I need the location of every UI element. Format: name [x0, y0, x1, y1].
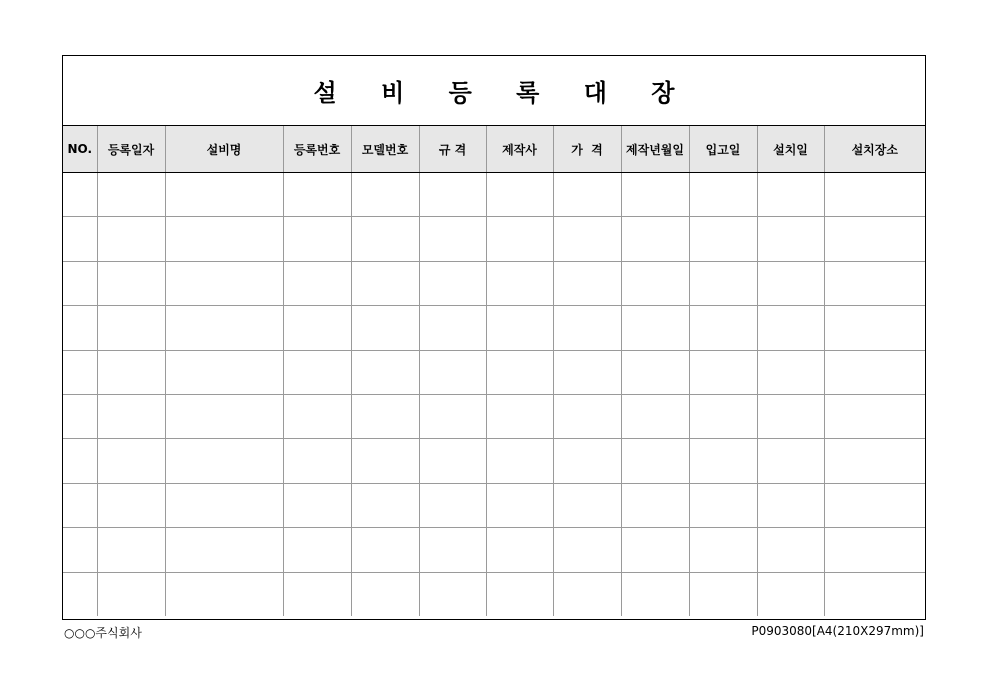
- table-cell: [553, 394, 621, 438]
- table-cell: [824, 483, 925, 527]
- table-cell: [486, 173, 553, 217]
- table-cell: [283, 528, 351, 572]
- table-cell: [689, 394, 757, 438]
- table-cell: [351, 217, 419, 261]
- table-cell: [63, 261, 97, 305]
- table-cell: [97, 483, 165, 527]
- table-cell: [486, 261, 553, 305]
- table-cell: [351, 528, 419, 572]
- table-cell: [283, 483, 351, 527]
- table-row: [63, 350, 925, 394]
- table-cell: [757, 217, 824, 261]
- table-cell: [486, 350, 553, 394]
- equipment-register-table: [63, 126, 925, 616]
- table-cell: [824, 439, 925, 483]
- table-cell: [486, 483, 553, 527]
- table-row: [63, 173, 925, 217]
- table-cell: [689, 439, 757, 483]
- table-cell: [419, 439, 486, 483]
- table-cell: [63, 394, 97, 438]
- table-cell: [63, 439, 97, 483]
- table-cell: [824, 217, 925, 261]
- table-cell: [97, 394, 165, 438]
- table-cell: [165, 350, 283, 394]
- table-cell: [689, 217, 757, 261]
- table-row: [63, 439, 925, 483]
- table-cell: [689, 483, 757, 527]
- table-cell: [553, 306, 621, 350]
- table-cell: [283, 572, 351, 616]
- table-row: [63, 394, 925, 438]
- table-cell: [97, 306, 165, 350]
- table-cell: [63, 217, 97, 261]
- table-cell: [63, 528, 97, 572]
- table-cell: [351, 306, 419, 350]
- table-cell: [351, 439, 419, 483]
- column-header-manufacture-date: 제작년월일: [621, 126, 689, 173]
- table-cell: [757, 483, 824, 527]
- table-cell: [553, 528, 621, 572]
- column-header-installation-date: 설치일: [757, 126, 824, 173]
- column-header-manufacturer: 제작사: [486, 126, 553, 173]
- column-header-equipment-name: 설비명: [165, 126, 283, 173]
- table-cell: [486, 439, 553, 483]
- table-cell: [283, 350, 351, 394]
- table-cell: [165, 394, 283, 438]
- table-cell: [165, 217, 283, 261]
- table-cell: [757, 572, 824, 616]
- table-cell: [351, 572, 419, 616]
- title-bar: [63, 56, 925, 126]
- table-cell: [689, 350, 757, 394]
- table-cell: [63, 572, 97, 616]
- table-row: [63, 306, 925, 350]
- table-cell: [757, 439, 824, 483]
- table-cell: [757, 350, 824, 394]
- table-cell: [824, 306, 925, 350]
- table-cell: [553, 261, 621, 305]
- table-row: [63, 572, 925, 616]
- table-cell: [419, 483, 486, 527]
- table-cell: [486, 217, 553, 261]
- table-cell: [283, 173, 351, 217]
- table-cell: [689, 572, 757, 616]
- table-cell: [621, 217, 689, 261]
- table-cell: [757, 261, 824, 305]
- table-cell: [97, 261, 165, 305]
- table-cell: [621, 439, 689, 483]
- table-cell: [283, 217, 351, 261]
- document-title: 설 비 등 록 대 장: [313, 79, 693, 107]
- table-cell: [97, 572, 165, 616]
- table-cell: [283, 439, 351, 483]
- table-cell: [621, 261, 689, 305]
- table-cell: [621, 483, 689, 527]
- column-header-no: NO.: [63, 126, 97, 173]
- table-cell: [419, 217, 486, 261]
- table-cell: [63, 306, 97, 350]
- form-code: P0903080[A4(210X297mm)]: [751, 624, 924, 638]
- table-cell: [824, 394, 925, 438]
- column-header-price: 가 격: [553, 126, 621, 173]
- table-cell: [165, 483, 283, 527]
- table-cell: [689, 306, 757, 350]
- table-cell: [553, 217, 621, 261]
- table-cell: [689, 173, 757, 217]
- column-header-model-number: 모델번호: [351, 126, 419, 173]
- table-cell: [351, 394, 419, 438]
- column-header-registration-date: 등록일자: [97, 126, 165, 173]
- table-cell: [486, 394, 553, 438]
- table-cell: [351, 350, 419, 394]
- table-cell: [553, 572, 621, 616]
- header-row: [63, 126, 925, 173]
- table-cell: [757, 528, 824, 572]
- table-cell: [757, 306, 824, 350]
- table-cell: [97, 528, 165, 572]
- table-cell: [419, 173, 486, 217]
- table-cell: [165, 439, 283, 483]
- table-row: [63, 528, 925, 572]
- table-cell: [621, 528, 689, 572]
- table-cell: [97, 173, 165, 217]
- table-cell: [553, 173, 621, 217]
- table-cell: [63, 173, 97, 217]
- table-cell: [621, 306, 689, 350]
- table-row: [63, 261, 925, 305]
- table-cell: [419, 394, 486, 438]
- column-header-installation-location: 설치장소: [824, 126, 925, 173]
- equipment-register-sheet: [62, 55, 926, 620]
- column-header-receipt-date: 입고일: [689, 126, 757, 173]
- table-cell: [165, 528, 283, 572]
- table-cell: [283, 306, 351, 350]
- table-cell: [621, 350, 689, 394]
- table-cell: [97, 350, 165, 394]
- table-cell: [419, 261, 486, 305]
- table-cell: [757, 173, 824, 217]
- table-cell: [283, 261, 351, 305]
- table-cell: [283, 394, 351, 438]
- table-cell: [486, 528, 553, 572]
- table-cell: [165, 173, 283, 217]
- table-cell: [97, 217, 165, 261]
- table-cell: [621, 173, 689, 217]
- table-cell: [419, 528, 486, 572]
- table-cell: [621, 394, 689, 438]
- table-cell: [824, 261, 925, 305]
- table-cell: [351, 173, 419, 217]
- table-cell: [351, 261, 419, 305]
- table-cell: [553, 350, 621, 394]
- table-cell: [621, 572, 689, 616]
- table-cell: [689, 261, 757, 305]
- table-cell: [824, 350, 925, 394]
- table-cell: [486, 572, 553, 616]
- company-name: ○○○주식회사: [64, 626, 142, 640]
- column-header-registration-number: 등록번호: [283, 126, 351, 173]
- table-cell: [63, 483, 97, 527]
- table-cell: [689, 528, 757, 572]
- register-body: [63, 173, 925, 616]
- table-cell: [419, 306, 486, 350]
- table-cell: [486, 306, 553, 350]
- table-row: [63, 483, 925, 527]
- table-cell: [757, 394, 824, 438]
- table-cell: [824, 572, 925, 616]
- table-cell: [553, 483, 621, 527]
- table-cell: [97, 439, 165, 483]
- table-cell: [351, 483, 419, 527]
- table-row: [63, 217, 925, 261]
- table-cell: [419, 572, 486, 616]
- table-cell: [63, 350, 97, 394]
- table-cell: [165, 261, 283, 305]
- table-cell: [824, 173, 925, 217]
- table-cell: [165, 572, 283, 616]
- table-cell: [419, 350, 486, 394]
- column-header-specification: 규 격: [419, 126, 486, 173]
- table-cell: [553, 439, 621, 483]
- table-cell: [824, 528, 925, 572]
- table-cell: [165, 306, 283, 350]
